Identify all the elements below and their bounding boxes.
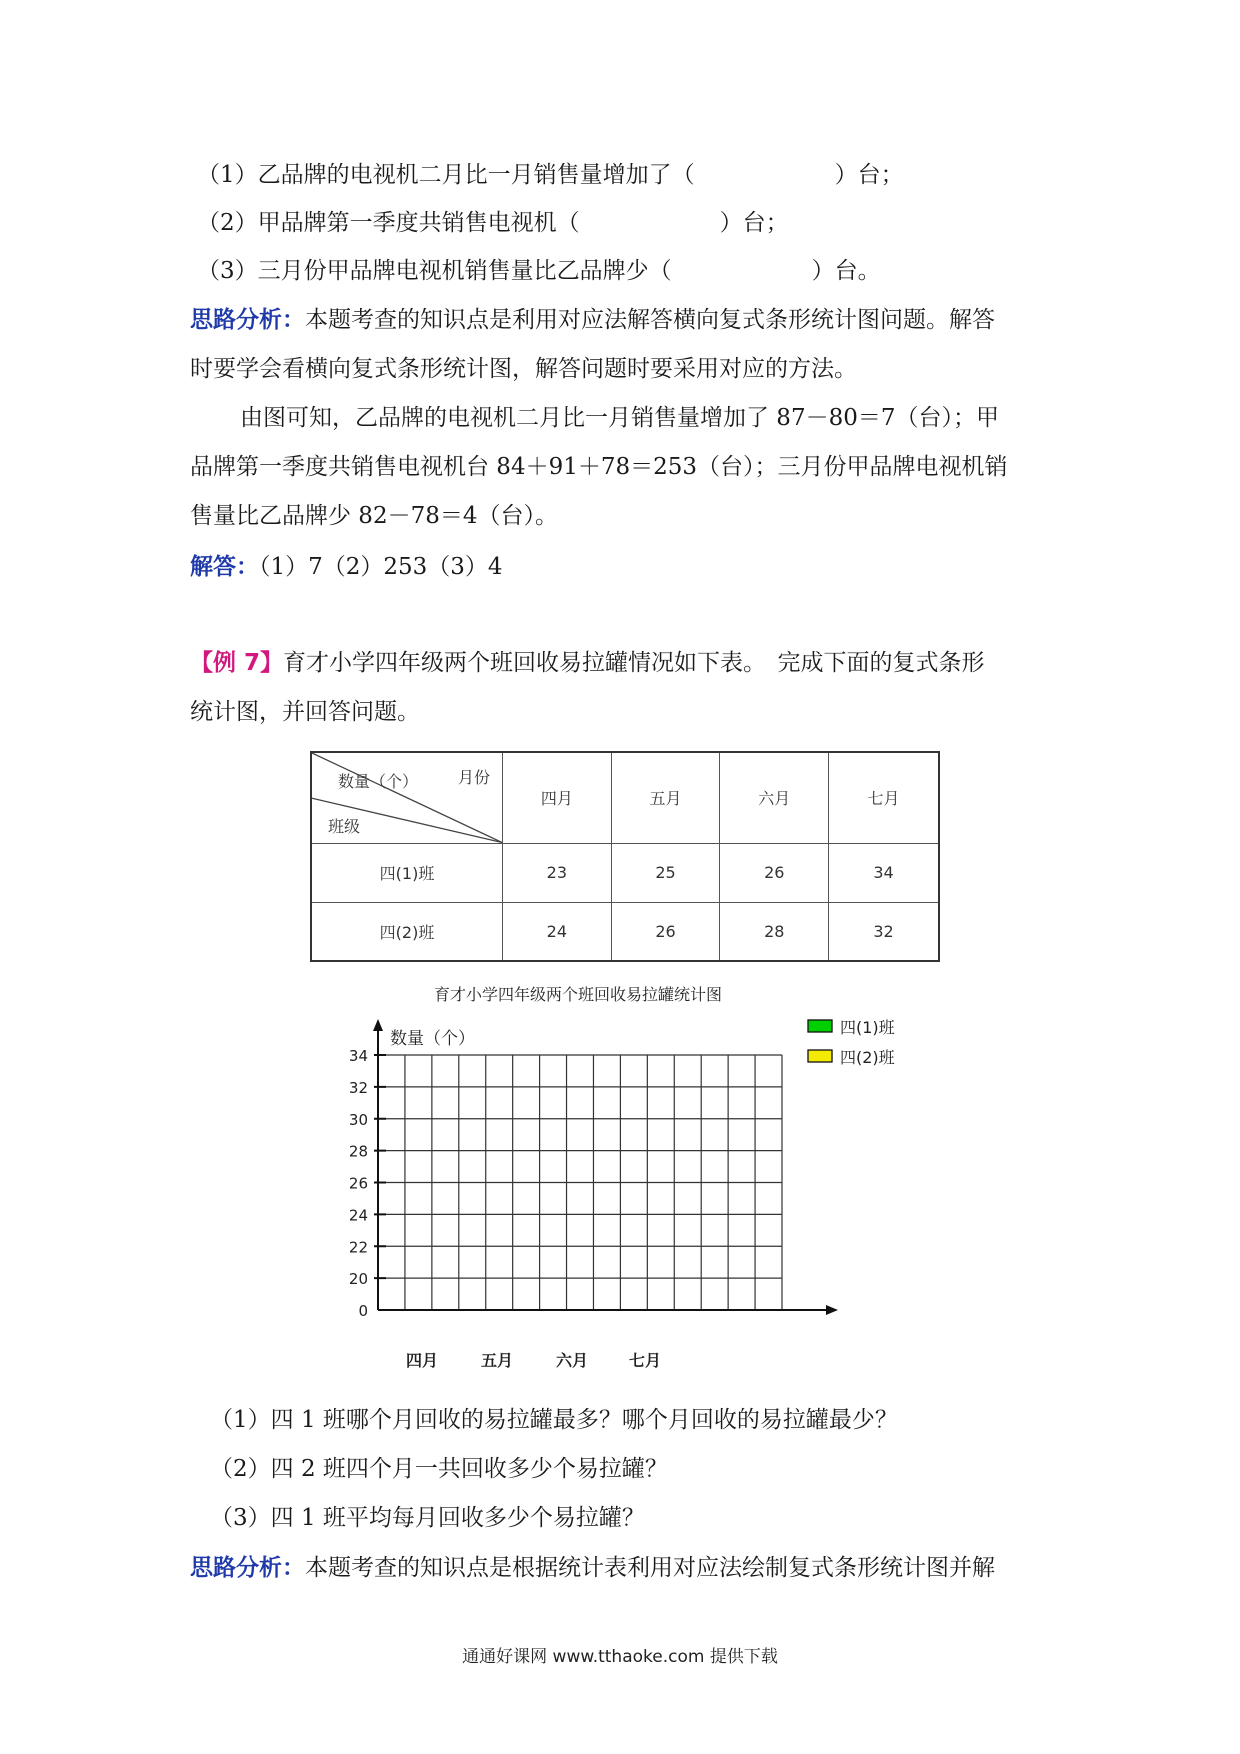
analysis-paragraph-line-1: 思路分析：本题考查的知识点是利用对应法解答横向复式条形统计图问题。解答: [190, 307, 995, 333]
legend-swatch: [808, 1050, 832, 1062]
x-axis-arrow: [826, 1305, 838, 1315]
legend-swatch: [808, 1020, 832, 1032]
corner-class-label: 班级: [328, 816, 361, 836]
analysis-paragraph-line-4: 品牌第一季度共销售电视机台 84＋91＋78＝253（台）；三月份甲品牌电视机销: [190, 454, 1008, 480]
analysis-label: 思路分析：: [190, 307, 305, 333]
analysis-paragraph-line-2: 时要学会看横向复式条形统计图，解答问题时要采用对应的方法。: [190, 356, 857, 382]
prev-question-1: （1）乙品牌的电视机二月比一月销售量增加了（ ）台；: [197, 162, 904, 188]
answer-line: 解答：（1）7（2）253（3）4: [190, 554, 503, 580]
analysis-2-label: 思路分析：: [190, 1555, 305, 1581]
example-7-question-3: （3）四 1 班平均每月回收多少个易拉罐？: [210, 1505, 645, 1531]
example-7-line-2: 统计图，并回答问题。: [190, 699, 420, 725]
table-row-class: 四(2)班: [311, 902, 503, 961]
legend-label: 四(2)班: [840, 1048, 895, 1067]
example-7-line-1: 【例 7】育才小学四年级两个班回收易拉罐情况如下表。 完成下面的复式条形: [190, 650, 985, 676]
table-header-month: 四月: [503, 752, 612, 843]
y-tick-label: 30: [348, 1110, 368, 1129]
table-header-month: 五月: [611, 752, 720, 843]
x-category-label: 四月: [405, 1351, 439, 1370]
x-category-label: 七月: [628, 1351, 662, 1370]
y-tick-label: 32: [348, 1078, 368, 1097]
table-header-month: 六月: [720, 752, 829, 843]
prev-question-3: （3）三月份甲品牌电视机销售量比乙品牌少（ ）台。: [197, 258, 881, 284]
y-tick-label: 24: [348, 1206, 368, 1225]
y-tick-label: 22: [348, 1238, 368, 1257]
y-tick-label: 0: [358, 1302, 368, 1320]
chart-legend: [808, 1018, 895, 1067]
table-cell: 24: [503, 902, 612, 961]
table-cell: 34: [829, 843, 939, 902]
chart-grid: [378, 1055, 782, 1310]
example-7-question-1: （1）四 1 班哪个月回收的易拉罐最多？哪个月回收的易拉罐最少？: [210, 1407, 898, 1433]
prev-question-2: （2）甲品牌第一季度共销售电视机（ ）台；: [197, 210, 789, 236]
table-cell: 28: [720, 902, 829, 961]
table-row: [311, 843, 939, 902]
data-table: [310, 751, 940, 962]
x-category-label: 五月: [480, 1351, 514, 1370]
table-header-row: [311, 752, 939, 843]
corner-month-label: 月份: [457, 768, 490, 787]
analysis-paragraph-line-3: 由图可知，乙品牌的电视机二月比一月销售量增加了 87－80＝7（台）；甲: [240, 405, 999, 431]
legend-label: 四(1)班: [840, 1018, 895, 1037]
table-corner-cell: [311, 752, 503, 843]
y-tick-label: 20: [348, 1270, 368, 1289]
example-7-question-2: （2）四 2 班四个月一共回收多少个易拉罐？: [210, 1456, 668, 1482]
table-cell: 23: [503, 843, 612, 902]
chart-axes: [373, 1019, 838, 1315]
chart-title: 育才小学四年级两个班回收易拉罐统计图: [434, 985, 723, 1004]
table-header-month: 七月: [829, 752, 939, 843]
y-axis-arrow: [373, 1019, 383, 1031]
answer-label: 解答：: [190, 554, 259, 580]
y-tick-label: 26: [348, 1174, 368, 1193]
y-axis-label: 数量（个）: [390, 1029, 475, 1049]
page-footer: 通通好课网 www.tthaoke.com 提供下载: [462, 1647, 778, 1667]
table-row: [311, 902, 939, 961]
analysis-paragraph-line-5: 售量比乙品牌少 82－78＝4（台）。: [190, 503, 558, 529]
table-cell: 25: [611, 843, 720, 902]
corner-quantity-label: 数量（个）: [338, 772, 419, 791]
bar-chart: [330, 1005, 920, 1390]
example-7-label: 【例 7】: [190, 650, 284, 676]
y-tick-label: 28: [348, 1142, 368, 1161]
analysis-2-line: 思路分析：本题考查的知识点是根据统计表利用对应法绘制复式条形统计图并解: [190, 1555, 995, 1581]
chart-x-categories: [406, 1351, 661, 1370]
x-category-label: 六月: [555, 1351, 589, 1370]
table-cell: 32: [829, 902, 939, 961]
table-cell: 26: [611, 902, 720, 961]
chart-y-ticks: [349, 1047, 368, 1320]
y-tick-label: 34: [348, 1047, 368, 1065]
table-cell: 26: [720, 843, 829, 902]
table-row-class: 四(1)班: [311, 843, 503, 902]
